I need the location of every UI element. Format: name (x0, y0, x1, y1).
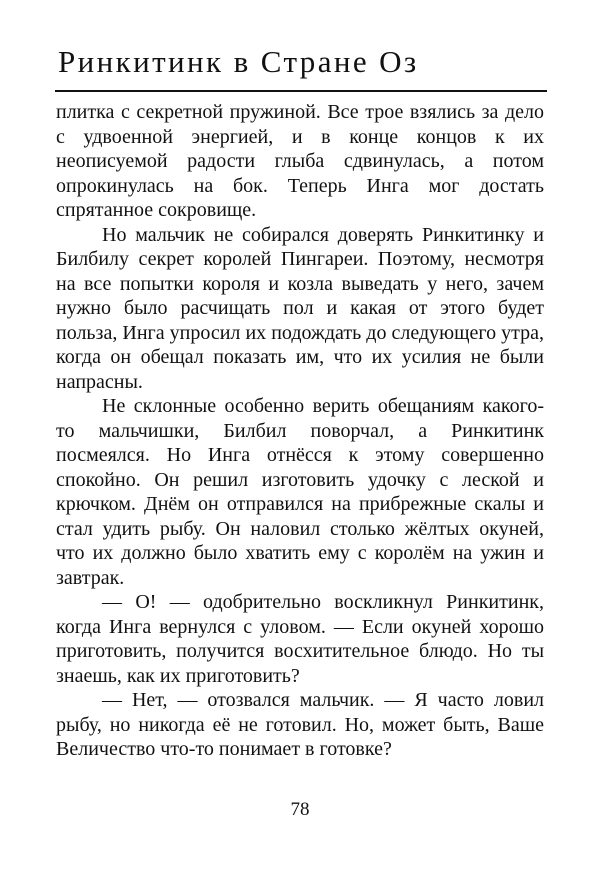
dialogue-paragraph: — Нет, — отозвался мальчик. — Я часто ловил рыбу, но никогда её не готовил. Но, может быть, Ваше Величество что-то понимает в готовке? (56, 689, 544, 760)
paragraph-continued: плитка с секретной пружиной. Все трое взялись за дело с удвоенной энергией, и в конце концов к их неописуемой радости глыба сдвинулась, а потом опрокинулась на бок. Теперь Инга мог достать спрятанное сокровище. (56, 101, 544, 221)
dialogue-paragraph: — О! — одобрительно воскликнул Ринкитинк, когда Инга вернулся с уловом. — Если окуней хорошо приготовить, получится восхитительное блюдо. Но ты знаешь, как их приготовить? (56, 591, 544, 687)
paragraph: Не склонные особенно верить обещаниям какого-то мальчишки, Билбил поворчал, а Ринкитинк посмеялся. Но Инга отнёсся к этому совершенно спокойно. Он решил изготовить удочку с леской и крючком. Днём он отправился на прибрежные скалы и стал удить рыбу. Он наловил столько жёлтых окуней, что их должно было хватить ему с королём на ужин и завтрак. (56, 395, 544, 589)
paragraph: Но мальчик не собирался доверять Ринкитинку и Билбилу секрет королей Пингареи. Поэтому, несмотря на все попытки короля и козла выведать у него, зачем нужно было расчищать пол и какая от этого будет польза, Инга упросил их подождать до следующего утра, когда он обещал показать им, что их усилия не были напрасны. (56, 223, 544, 393)
header-rule (55, 90, 547, 92)
running-head-title: Ринкитинк в Стране Оз (58, 44, 419, 79)
page-number: 78 (290, 799, 310, 820)
text-body (56, 100, 544, 762)
